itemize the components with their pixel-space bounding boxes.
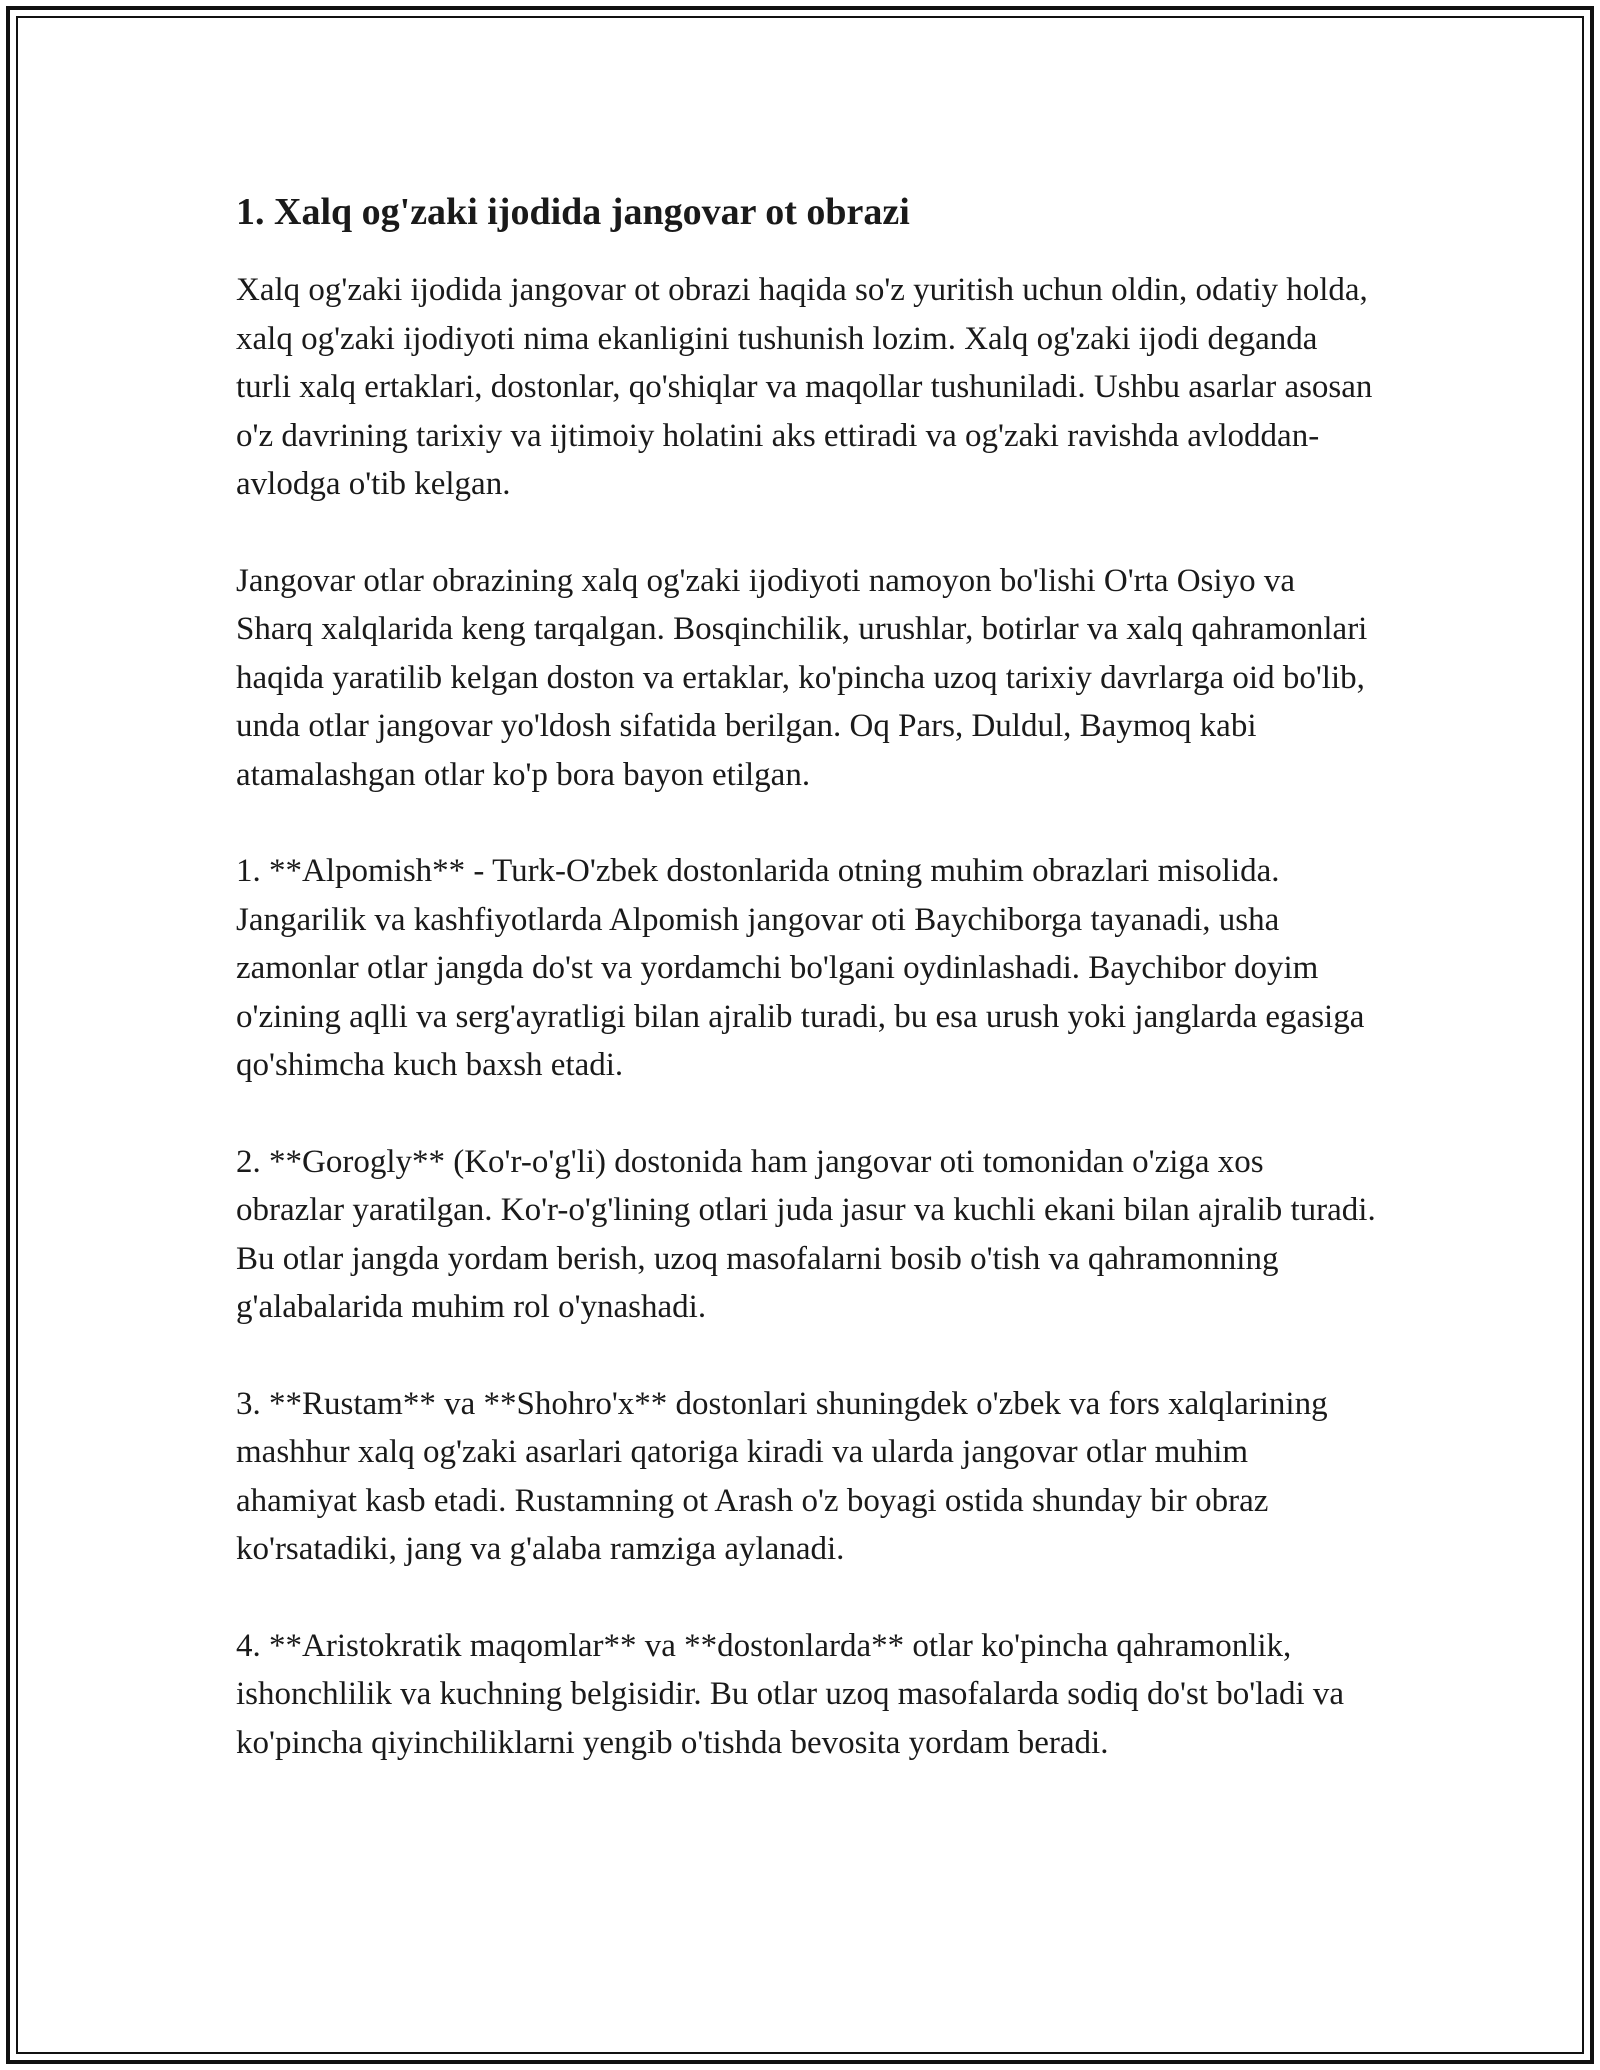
paragraph-aristocratic: 4. **Aristokratik maqomlar** va **dostonlarda** otlar ko'pincha qahramonlik, ishonchlilik va kuchning belgisidir. Bu otlar uzoq masofalarda sodiq do'st bo'ladi va ko'pincha qiyinchiliklarni yengib o'tishda bevosita yordam beradi. bbox=[236, 1627, 1345, 1761]
paragraph-horses-in-folklore: Jangovar otlar obrazining xalq og'zaki ijodiyoti namoyon bo'lishi O'rta Osiyo va Sharq xalqlarida keng tarqalgan. Bosqinchilik, urushlar, botirlar va xalq qahramonlari haqida yaratilib kelgan doston va ertaklar, ko'pincha uzoq tarixiy davrlarga oid bo'lib, unda otlar jangovar yo'ldosh sifatida berilgan. Oq Pars, Duldul, Baymoq kabi atamalashgan otlar ko'p bora bayon etilgan. bbox=[236, 562, 1368, 793]
document-body bbox=[236, 188, 1376, 1815]
paragraph-gorogly: 2. **Gorogly** (Ko'r-o'g'li) dostonida ham jangovar oti tomonidan o'ziga xos obrazlar yaratilgan. Ko'r-o'g'lining otlari juda jasur va kuchli ekani bilan ajralib turadi. Bu otlar jangda yordam berish, uzoq masofalarni bosib o'tish va qahramonning g'alabalarida muhim rol o'ynashadi. bbox=[236, 1143, 1376, 1325]
document-title: 1. Xalq og'zaki ijodida jangovar ot obrazi bbox=[236, 191, 910, 233]
paragraph-alpomish: 1. **Alpomish** - Turk-O'zbek dostonlarida otning muhim obrazlari misolida. Jangarilik va kashfiyotlarda Alpomish jangovar oti Baychiborga tayanadi, usha zamonlar otlar jangda do'st va yordamchi bo'lgani oydinlashadi. Baychibor doyim o'zining aqlli va serg'ayratligi bilan ajralib turadi, bu esa urush yoki janglarda egasiga qo'shimcha kuch baxsh etadi. bbox=[236, 853, 1365, 1083]
paragraph-intro: Xalq og'zaki ijodida jangovar ot obrazi haqida so'z yuritish uchun oldin, odatiy holda, xalq og'zaki ijodiyoti nima ekanligini tushunish lozim. Xalq og'zaki ijodi deganda turli xalq ertaklari, dostonlar, qo'shiqlar va maqollar tushuniladi. Ushbu asarlar asosan o'z davrining tarixiy va ijtimoiy holatini aks ettiradi va og'zaki ravishda avloddan-avlodga o'tib kelgan. bbox=[236, 272, 1373, 502]
paragraph-rustam: 3. **Rustam** va **Shohro'x** dostonlari shuningdek o'zbek va fors xalqlarining mashhur xalq og'zaki asarlari qatoriga kiradi va ularda jangovar otlar muhim ahamiyat kasb etadi. Rustamning ot Arash o'z boyagi ostida shunday bir obraz ko'rsatadiki, jang va g'alaba ramziga aylanadi. bbox=[236, 1385, 1328, 1567]
